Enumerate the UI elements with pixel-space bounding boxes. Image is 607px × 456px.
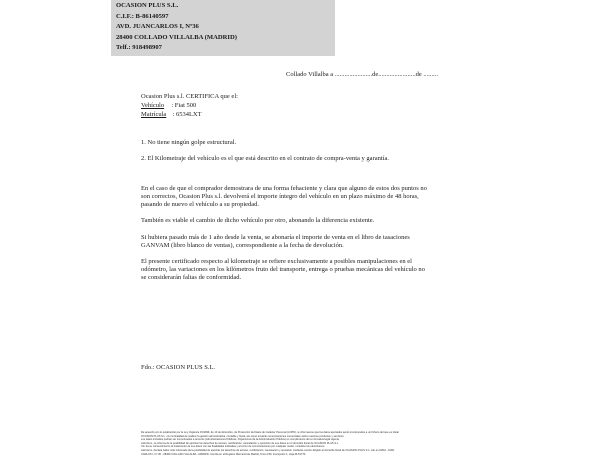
vehicle-row: [141, 102, 196, 110]
plate-value: : 6534LXT: [172, 111, 202, 118]
paragraph-line: El presente certificado respecto al kilometraje se refiere exclusivamente a posibles manipulaciones en el: [141, 258, 412, 265]
paragraph-line: GANVAM (libro blanco de ventas), correspondiente a la fecha de devolución.: [141, 242, 344, 250]
footer-line: CARLOS I, Nº 36 - 28400 COLLADO VILLALBA - MADRID. Inscrita en el Registro Mercantil de Madrid, Tomo 159, Inscripción 1, Hoja M-51770.: [141, 452, 306, 456]
item-mileage: 2. El Kilometraje del vehículo es el que está descrito en el contrato de compra-venta y garantía.: [141, 155, 389, 162]
footer-line: OCASION PLUS S.L. con la finalidad de realizar la gestión administrativa, contable y fiscal, así como enviarle comunicaciones comerciales sobre nuestros productos y servicios.: [141, 434, 345, 438]
ganvam-paragraph: [141, 234, 471, 250]
vehicle-value: : Fiat 500: [171, 102, 197, 109]
refund-paragraph: [141, 185, 471, 210]
item-structural: 1. No tiene ningún golpe estructural.: [141, 139, 237, 146]
company-city: 28400 COLLADO VILLALBA (MADRID): [116, 33, 237, 41]
plate-row: [141, 111, 202, 119]
paragraph-line: pasando de nuevo el vehículo a su propiedad.: [141, 201, 260, 209]
paragraph-line: En el caso de que el comprador demostrara de una forma fehaciente y clara que alguno de estos dos puntos no: [141, 185, 427, 192]
legal-footer: [141, 431, 481, 456]
company-name: OCASION PLUS S.L.: [116, 2, 179, 9]
company-info-box: [111, 0, 335, 56]
paragraph-line: odómetro, las variaciones en los kilómetros fruto del transporte, entrega o pruebas mecánicas del vehículo no: [141, 266, 425, 274]
paragraph-line: También es viable el cambio de dicho vehículo por otro, abonando la diferencia existente.: [141, 217, 375, 224]
company-cif: C.I.F.: B-86140597: [116, 12, 169, 20]
odometer-paragraph: [141, 258, 471, 283]
footer-line: Asimismo, declara haber sido informado de la posibilidad de ejercitar los derechos de acceso, rectificación, cancelación y oposición mediante escrito dirigido al domicilio fiscal de OCASION PLUS S.L. sito en AVDA. JUAN: [141, 448, 395, 452]
footer-line: Asimismo, se informa de la posibilidad de ejercitar los derechos de acceso, rectificación, cancelación y oposición de sus datos en el domicilio fiscal de OCASION PLUS S.L.: [141, 441, 339, 445]
vehicle-label: Vehículo: [141, 102, 165, 109]
date-line: Collado Villalba a .......................de.......................de .........: [286, 71, 439, 78]
paragraph-line: Si hubiera pasado más de 1 año desde la venta, se abonaría el importe de venta en el libro de tasaciones: [141, 234, 410, 241]
paragraph-line: se considerarán faltas de conformidad.: [141, 274, 242, 282]
certification-intro: Ocasion Plus s.l. CERTIFICA que el:: [141, 93, 238, 100]
exchange-paragraph: [141, 217, 471, 225]
company-phone: Telf.: 918498907: [116, 44, 162, 52]
plate-label: Matrícula: [141, 111, 167, 118]
footer-line: Los datos incluidos podrán ser comunicados a terceros (Administraciones Públicas, Organismos de la Administración Pública) en cumplimiento de la normativa legal vigente.: [141, 438, 340, 442]
footer-line: De acuerdo con lo establecido por la Ley Orgánica 15/1999, de 13 de diciembre, de Protección de Datos de Carácter Personal (LOPD), le informamos que los datos aportados serán incorporados a un fichero del que es titular: [141, 431, 400, 434]
signature-line: Fdo.: OCASION PLUS S.L.: [141, 364, 216, 371]
company-address: AVD. JUANCARLOS I, Nº36: [116, 23, 199, 31]
footer-line: Ud. da su consentimiento al tratamiento de sus datos con las finalidades indicadas y al envío de comunicaciones por cualquier medio, incluidos los electrónicos.: [141, 445, 325, 449]
paragraph-line: son correctos, Ocasion Plus s.l. devolverá el importe íntegro del vehículo en un plazo máximo de 48 horas,: [141, 193, 419, 201]
